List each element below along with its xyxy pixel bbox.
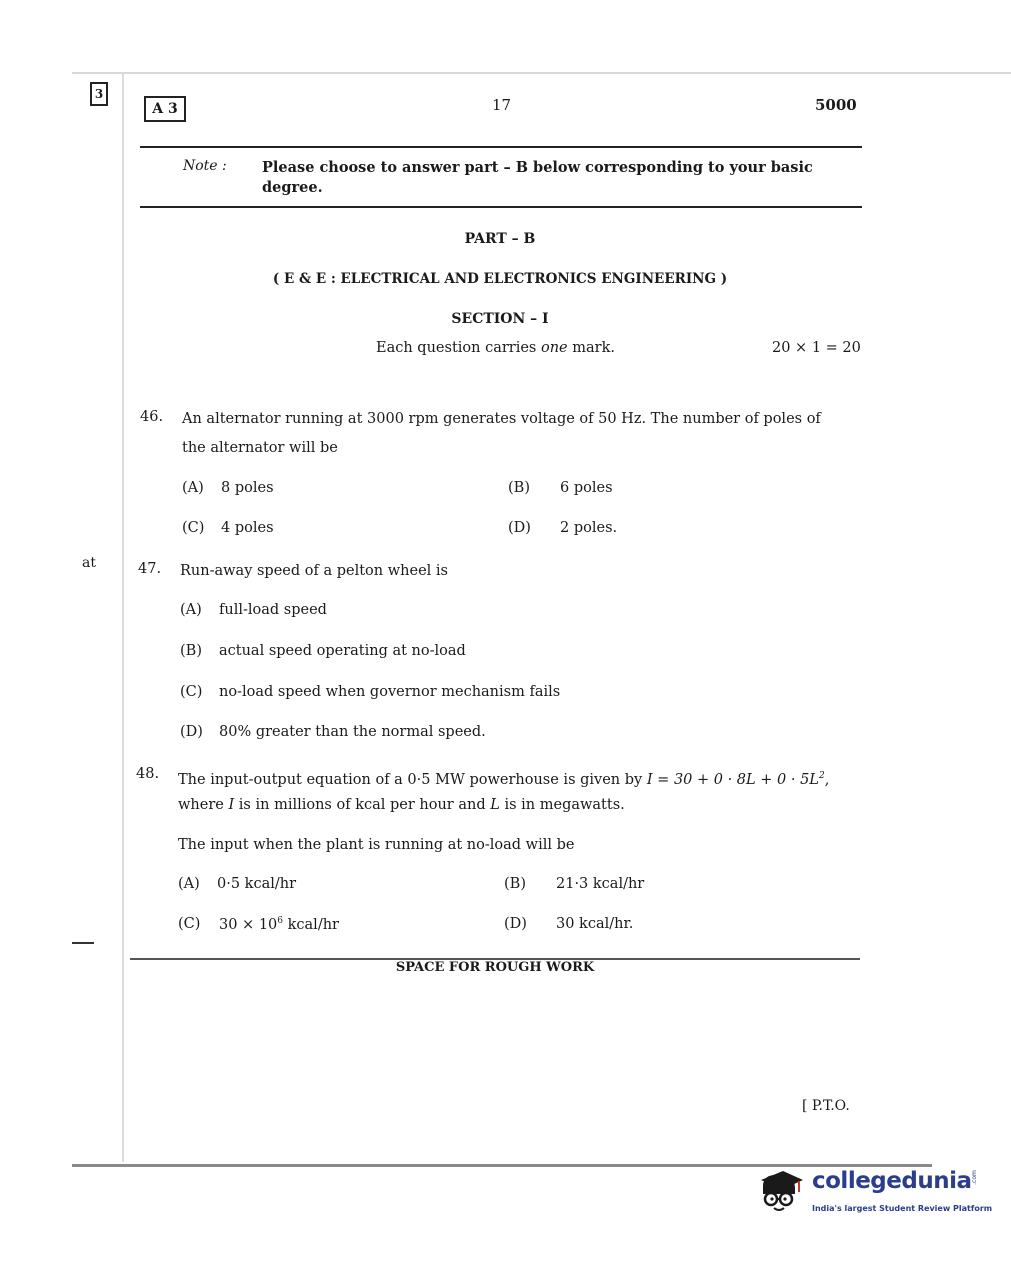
option-text: 4 poles [221,520,274,536]
marks-instruction: Each question carries one mark. [376,340,615,356]
question-text: An alternator running at 3000 rpm generates voltage of 50 Hz. The number of poles of [182,411,821,427]
question-number: 46. [140,409,164,425]
option-letter: (C) [180,684,203,700]
part-heading: PART – B [464,231,536,247]
option-text: 0·5 kcal/hr [217,876,297,892]
option-letter: (C) [178,916,201,932]
collegedunia-watermark [755,1160,993,1220]
option-letter: (B) [180,643,202,659]
option-letter: (A) [178,876,200,892]
question-prompt: The input when the plant is running at no-load will be [178,837,575,853]
option-text: 8 poles [221,480,274,496]
discipline-heading: ( E & E : ELECTRICAL AND ELECTRONICS ENGINEERING ) [272,271,728,287]
option-letter: (A) [182,480,204,496]
option-text: 30 kcal/hr. [556,916,634,932]
question-text-continued: where I is in millions of kcal per hour and L is in megawatts. [178,797,625,813]
watermark-domain: .com [970,1170,978,1185]
watermark-tagline: India's largest Student Review Platform [812,1204,993,1213]
graduate-mascot-icon [755,1166,805,1214]
option-text: 21·3 kcal/hr [556,876,645,892]
margin-dash [72,942,94,944]
option-letter: (D) [508,520,531,536]
option-text: 6 poles [560,480,613,496]
option-letter: (B) [508,480,530,496]
series-number: 5000 [815,96,857,114]
option-letter: (B) [504,876,526,892]
question-text: The input-output equation of a 0·5 MW powerhouse is given by $I = 30 + 0 \cdot 8L + 0 \cdot 5L^2$, [178,771,830,788]
option-text: 2 poles. [560,520,618,536]
scan-edge-top [72,72,1011,74]
note-label: Note : [183,158,227,174]
header-rule [140,146,862,148]
margin-page-mark: 3 [90,82,108,106]
option-text: actual speed operating at no-load [219,643,466,659]
option-text: $30 \times 10^6$ kcal/hr [219,916,339,933]
marks-score: 20 × 1 = 20 [772,340,861,356]
rough-work-label: SPACE FOR ROUGH WORK [395,960,595,975]
option-text: 80% greater than the normal speed. [219,724,486,740]
option-text: no-load speed when governor mechanism fails [219,684,561,700]
note-text: Please choose to answer part – B below corresponding to your basic degree. [262,159,813,196]
margin-text: at [82,555,96,571]
question-text-continued: the alternator will be [182,440,338,456]
equation: $I = 30 + 0 \cdot 8L + 0 \cdot 5L^2$ [646,771,825,788]
option-letter: (D) [504,916,527,932]
pto-label: [ P.T.O. [802,1098,850,1114]
watermark-name: collegedunia [812,1168,972,1194]
paper-code-box: A 3 [144,96,186,122]
option-letter: (A) [180,602,202,618]
question-number: 48. [136,766,160,782]
question-number: 47. [138,561,162,577]
note-rule [140,206,862,208]
page-number: 17 [492,96,512,114]
option-text: full-load speed [219,602,327,618]
option-letter: (C) [182,520,205,536]
scan-edge-left [122,72,124,1162]
section-heading: SECTION – I [451,311,549,327]
question-text: Run-away speed of a pelton wheel is [180,563,448,579]
option-letter: (D) [180,724,203,740]
